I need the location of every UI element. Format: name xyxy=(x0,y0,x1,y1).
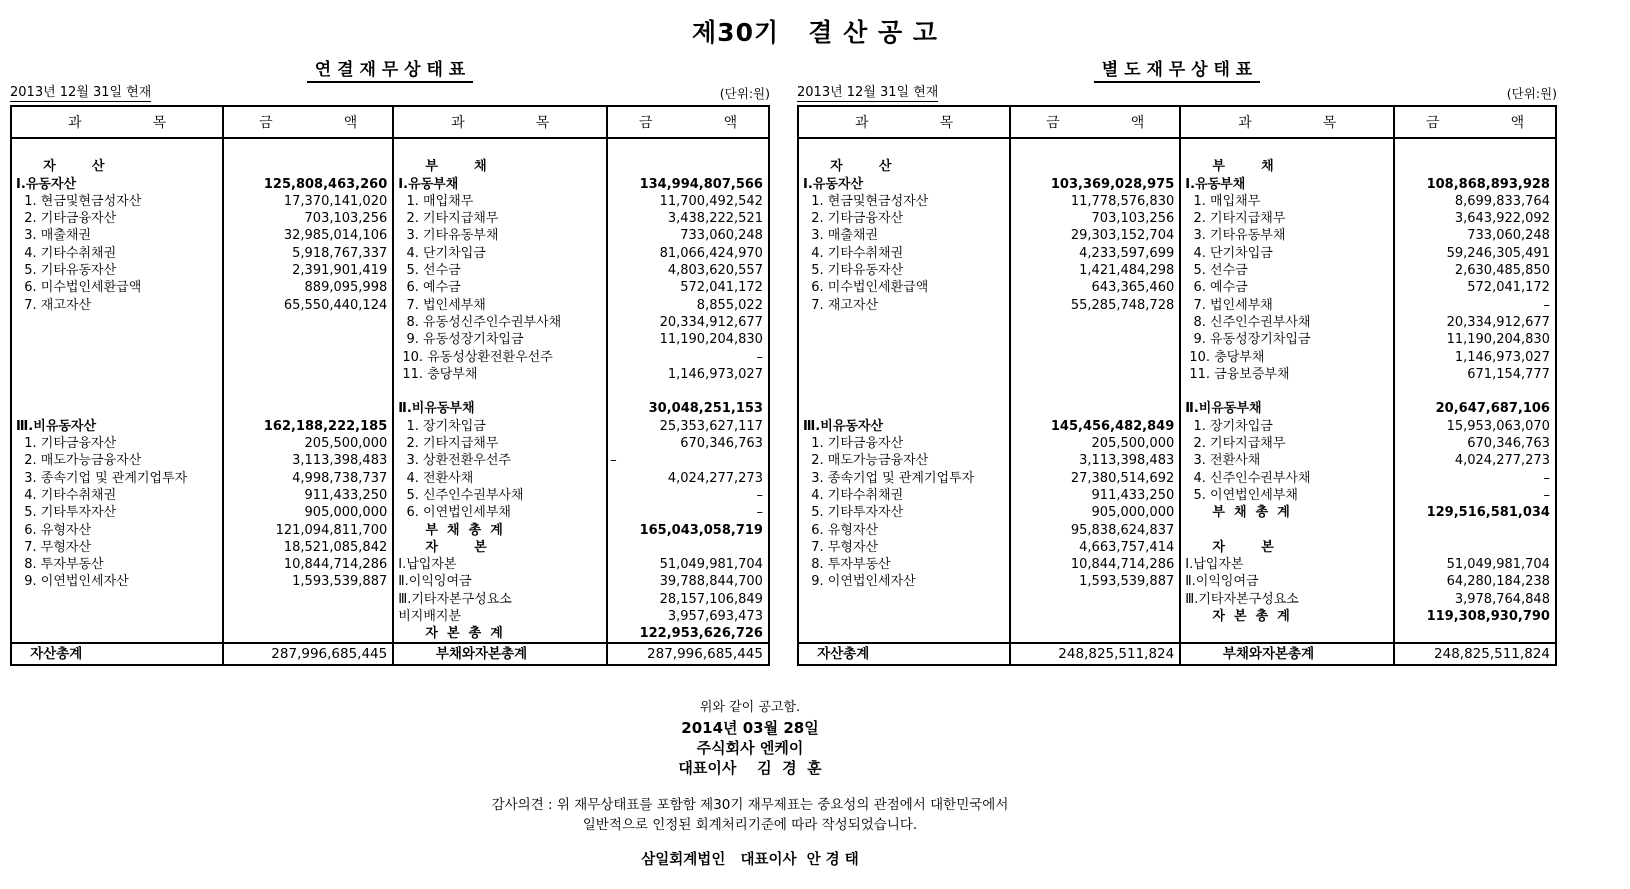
account-label xyxy=(12,349,222,366)
account-label xyxy=(12,141,222,158)
account-label: 9. 이연법인세자산 xyxy=(16,574,129,590)
amount-cell: 2,391,901,419 xyxy=(292,263,388,279)
account-label: 5. 이연법인세부채 xyxy=(1185,487,1298,503)
amount-cell: 8,855,022 xyxy=(696,297,763,313)
total-liabilities-equity-label: 부채와자본총계 xyxy=(1179,644,1393,664)
amount-cell: 65,550,440,124 xyxy=(283,297,388,313)
account-label: 부 채 xyxy=(1185,159,1274,175)
amount-cell: 51,049,981,704 xyxy=(1446,557,1550,573)
account-label: 부 채 총 계 xyxy=(1185,505,1290,521)
account-label: 3. 상환전환우선주 xyxy=(398,453,511,469)
account-label: 1. 매입채무 xyxy=(398,193,474,209)
account-label: Ⅱ.이익잉여금 xyxy=(1185,574,1259,590)
account-label: 2. 매도가능금융자산 xyxy=(16,453,142,469)
amount-cell: 122,953,626,726 xyxy=(639,626,763,642)
account-label: Ⅲ.기타자본구성요소 xyxy=(1185,591,1299,607)
account-label: 3. 매출채권 xyxy=(803,228,879,244)
unit-label: (단위:원) xyxy=(719,86,770,101)
account-label: 4. 단기차입금 xyxy=(1185,245,1273,261)
account-label xyxy=(12,625,222,642)
amount-cell xyxy=(1395,522,1555,539)
header-account-2: 과 목 xyxy=(392,107,606,137)
total-assets-label: 자산총계 xyxy=(803,646,870,662)
account-label xyxy=(799,591,1009,608)
account-label: 5. 선수금 xyxy=(1185,263,1248,279)
account-label: 11. 충당부채 xyxy=(398,366,478,382)
total-liabilities-equity-label: 부채와자본총계 xyxy=(392,644,606,664)
amount-cell xyxy=(224,141,392,158)
account-label: 2. 기타금융자산 xyxy=(803,211,904,227)
amount-cell: 4,024,277,273 xyxy=(1454,453,1550,469)
unit-label: (단위:원) xyxy=(1506,86,1557,101)
account-label: Ⅲ.비유동자산 xyxy=(803,418,884,434)
account-label xyxy=(799,141,1009,158)
account-label: 2. 기타지급채무 xyxy=(398,211,499,227)
account-label: 3. 기타유동부채 xyxy=(398,228,499,244)
account-label: 7. 무형자산 xyxy=(803,539,879,555)
amount-cell: 670,346,763 xyxy=(1467,436,1550,452)
account-label xyxy=(12,400,222,417)
account-label: 7. 법인세부채 xyxy=(398,297,486,313)
account-label: Ⅰ.유동부채 xyxy=(1185,176,1246,192)
header-amount-1: 금 액 xyxy=(222,107,392,137)
amount-cell xyxy=(1395,158,1555,175)
amount-cell: 55,285,748,728 xyxy=(1070,297,1175,313)
account-label xyxy=(799,400,1009,417)
consolidated-balance-sheet-block xyxy=(10,55,770,666)
account-label: 자 산 xyxy=(803,159,892,175)
amount-cell xyxy=(224,349,392,366)
table-header-row xyxy=(799,107,1555,139)
liabilities-label-column xyxy=(1179,139,1393,642)
account-label: 4. 전환사채 xyxy=(398,470,474,486)
amount-cell: 121,094,811,700 xyxy=(275,522,388,538)
amount-cell xyxy=(224,314,392,331)
amount-cell: 30,048,251,153 xyxy=(648,401,763,417)
assets-label-column xyxy=(12,139,222,642)
total-liabilities-equity-value: 248,825,511,824 xyxy=(1393,644,1555,664)
amount-cell: 165,043,058,719 xyxy=(639,522,763,538)
account-label xyxy=(12,591,222,608)
amount-cell: 733,060,248 xyxy=(1467,228,1550,244)
account-label: 8. 신주인수권부사채 xyxy=(1185,314,1311,330)
amount-cell: 108,868,893,928 xyxy=(1426,176,1550,192)
header-account-1: 과 목 xyxy=(854,115,954,131)
amount-cell xyxy=(224,331,392,348)
account-label: Ⅰ.납입자본 xyxy=(1185,557,1244,573)
amount-cell: 129,516,581,034 xyxy=(1426,505,1550,521)
amount-cell: 2,630,485,850 xyxy=(1454,263,1550,279)
page-title: 제30기 결 산 공 고 xyxy=(692,18,938,47)
amount-cell: 1,421,484,298 xyxy=(1079,263,1175,279)
amount-cell: 125,808,463,260 xyxy=(263,176,388,192)
amount-cell: 572,041,172 xyxy=(1467,280,1550,296)
amount-cell: 911,433,250 xyxy=(1091,487,1175,503)
header-account-2: 과 목 xyxy=(1179,107,1393,137)
account-label: 6. 미수법인세환급액 xyxy=(803,280,929,296)
account-label: 1. 매입채무 xyxy=(1185,193,1261,209)
account-label: 4. 기타수취채권 xyxy=(16,487,117,503)
account-label: 4. 단기차입금 xyxy=(398,245,486,261)
account-label: 자 본 총 계 xyxy=(1185,609,1290,625)
account-label xyxy=(394,383,606,400)
account-label: 5. 기타투자자산 xyxy=(16,505,117,521)
amount-cell: 103,369,028,975 xyxy=(1050,176,1175,192)
account-label: 부 채 xyxy=(398,159,487,175)
account-label: 9. 유동성장기차입금 xyxy=(1185,332,1311,348)
amount-cell xyxy=(1011,349,1179,366)
amount-cell: 25,353,627,117 xyxy=(659,418,763,434)
amount-cell: 32,985,014,106 xyxy=(283,228,388,244)
separate-table xyxy=(797,105,1557,666)
amount-cell xyxy=(1011,141,1179,158)
table-body xyxy=(799,139,1555,642)
amount-cell: 3,438,222,521 xyxy=(667,211,763,227)
account-label: 4. 기타수취채권 xyxy=(803,245,904,261)
account-label: 6. 유형자산 xyxy=(16,522,92,538)
account-label: 3. 종속기업 및 관계기업투자 xyxy=(16,470,188,486)
account-label xyxy=(394,141,606,158)
account-label: 4. 기타수취채권 xyxy=(16,245,117,261)
amount-cell: 11,190,204,830 xyxy=(659,332,763,348)
account-label: 7. 재고자산 xyxy=(803,297,879,313)
account-label: 3. 매출채권 xyxy=(16,228,92,244)
account-label: 자 본 xyxy=(1185,539,1274,555)
account-label xyxy=(12,608,222,625)
account-label: 1. 현금및현금성자산 xyxy=(803,193,929,209)
table-total-row xyxy=(12,642,768,664)
amount-cell: – xyxy=(1543,487,1550,503)
table-body xyxy=(12,139,768,642)
amount-cell: 15,953,063,070 xyxy=(1446,418,1550,434)
amount-cell: 4,803,620,557 xyxy=(667,263,763,279)
account-label: 10. 충당부채 xyxy=(1185,349,1265,365)
account-label xyxy=(12,366,222,383)
amount-cell: 64,280,184,238 xyxy=(1446,574,1550,590)
amount-cell xyxy=(1395,539,1555,556)
account-label: 3. 기타유동부채 xyxy=(1185,228,1286,244)
amount-cell xyxy=(224,400,392,417)
account-label: 5. 기타유동자산 xyxy=(803,263,904,279)
company-name: 주식회사 엔케이 xyxy=(696,739,804,757)
assets-label-column xyxy=(799,139,1009,642)
amount-cell: 703,103,256 xyxy=(1091,211,1175,227)
account-label xyxy=(1181,522,1393,539)
account-label: 2. 기타금융자산 xyxy=(16,211,117,227)
amount-cell: 4,998,738,737 xyxy=(292,470,388,486)
amount-cell: 134,994,807,566 xyxy=(639,176,763,192)
amount-cell xyxy=(1011,625,1179,642)
account-label: 자 본 총 계 xyxy=(398,626,503,642)
amount-cell: 39,788,844,700 xyxy=(659,574,763,590)
account-label: 1. 장기차입금 xyxy=(1185,418,1273,434)
amount-cell xyxy=(608,383,768,400)
account-label: 6. 예수금 xyxy=(398,280,461,296)
amount-cell: 10,844,714,286 xyxy=(1070,557,1175,573)
auditor-name: 삼일회계법인 대표이사 안 경 태 xyxy=(641,852,859,868)
account-label xyxy=(799,314,1009,331)
amount-cell: – xyxy=(756,505,763,521)
amount-cell: 4,233,597,699 xyxy=(1079,245,1175,261)
account-label: 1. 장기차입금 xyxy=(398,418,486,434)
amount-cell: 8,699,833,764 xyxy=(1454,193,1550,209)
amount-cell xyxy=(224,158,392,175)
as-of-date: 2013년 12월 31일 현재 xyxy=(10,81,151,102)
amount-cell: 4,024,277,273 xyxy=(667,470,763,486)
account-label: 6. 이연법인세부채 xyxy=(398,505,511,521)
amount-cell: – xyxy=(1543,297,1550,313)
table-total-row xyxy=(799,642,1555,664)
amount-cell: 81,066,424,970 xyxy=(659,245,763,261)
header-account-1: 과 목 xyxy=(67,115,167,131)
total-assets-label: 자산총계 xyxy=(16,646,83,662)
audit-opinion-line-2: 일반적으로 인정된 회계처리기준에 따라 작성되었습니다. xyxy=(582,817,918,833)
amount-cell: 1,593,539,887 xyxy=(292,574,388,590)
amount-cell: – xyxy=(610,453,617,469)
amount-cell: 3,957,693,473 xyxy=(667,609,763,625)
account-label: 1. 기타금융자산 xyxy=(803,436,904,452)
account-label: 9. 유동성장기차입금 xyxy=(398,332,524,348)
amount-cell: 28,157,106,849 xyxy=(659,591,763,607)
amount-cell: 20,334,912,677 xyxy=(659,314,763,330)
amount-cell xyxy=(1011,366,1179,383)
amount-cell: 905,000,000 xyxy=(304,505,388,521)
amount-cell: 27,380,514,692 xyxy=(1070,470,1175,486)
audit-opinion-line-1: 감사의견 : 위 재무상태표를 포함함 제30기 재무제표는 중요성의 관점에서 대한민국에서 xyxy=(491,797,1009,813)
separate-title: 별 도 재 무 상 태 표 xyxy=(1094,55,1260,83)
amount-cell: 145,456,482,849 xyxy=(1050,418,1175,434)
amount-cell: 889,095,998 xyxy=(304,280,388,296)
amount-cell: 1,593,539,887 xyxy=(1079,574,1175,590)
account-label: 5. 기타투자자산 xyxy=(803,505,904,521)
amount-cell: 119,308,930,790 xyxy=(1426,609,1550,625)
amount-cell: 905,000,000 xyxy=(1091,505,1175,521)
account-label: 8. 유동성신주인수권부사채 xyxy=(398,314,562,330)
amount-cell: – xyxy=(1543,470,1550,486)
liabilities-label-column xyxy=(392,139,606,642)
amount-cell: 20,647,687,106 xyxy=(1435,401,1550,417)
account-label xyxy=(799,366,1009,383)
table-header-row xyxy=(12,107,768,139)
account-label: 2. 기타지급채무 xyxy=(1185,436,1286,452)
account-label: 4. 기타수취채권 xyxy=(803,487,904,503)
liabilities-amount-column xyxy=(1393,139,1555,642)
account-label xyxy=(1181,141,1393,158)
amount-cell: 3,978,764,848 xyxy=(1454,591,1550,607)
amount-cell: 11,778,576,830 xyxy=(1070,193,1175,209)
amount-cell: 10,844,714,286 xyxy=(283,557,388,573)
amount-cell: 17,370,141,020 xyxy=(283,193,388,209)
account-label xyxy=(12,383,222,400)
account-label: 8. 투자부동산 xyxy=(16,557,104,573)
amount-cell xyxy=(1011,383,1179,400)
audit-opinion-block xyxy=(10,793,1490,833)
amount-cell: – xyxy=(756,487,763,503)
account-label: 6. 예수금 xyxy=(1185,280,1248,296)
separate-balance-sheet-block xyxy=(797,55,1557,666)
consolidated-title: 연 결 재 무 상 태 표 xyxy=(307,55,473,83)
account-label: 2. 기타지급채무 xyxy=(1185,211,1286,227)
assets-amount-column xyxy=(1009,139,1179,642)
balance-sheets-row xyxy=(10,55,1630,666)
account-label: 7. 무형자산 xyxy=(16,539,92,555)
announcement-date: 2014년 03월 28일 xyxy=(681,719,819,737)
total-assets-value: 248,825,511,824 xyxy=(1009,644,1179,664)
amount-cell: 11,700,492,542 xyxy=(659,193,763,209)
account-label: Ⅲ.비유동자산 xyxy=(16,418,97,434)
account-label: 7. 재고자산 xyxy=(16,297,92,313)
amount-cell: 18,521,085,842 xyxy=(283,539,388,555)
amount-cell: 162,188,222,185 xyxy=(263,418,388,434)
account-label: 5. 선수금 xyxy=(398,263,461,279)
account-label: Ⅰ.유동부채 xyxy=(398,176,459,192)
amount-cell xyxy=(1395,383,1555,400)
amount-cell: 59,246,305,491 xyxy=(1446,245,1550,261)
amount-cell xyxy=(608,539,768,556)
total-assets-value: 287,996,685,445 xyxy=(222,644,392,664)
separate-meta xyxy=(797,81,1557,102)
amount-cell: 29,303,152,704 xyxy=(1070,228,1175,244)
amount-cell: 205,500,000 xyxy=(304,436,388,452)
account-label xyxy=(799,625,1009,642)
account-label: 9. 이연법인세자산 xyxy=(803,574,916,590)
account-label: 자 본 xyxy=(398,539,487,555)
account-label xyxy=(799,383,1009,400)
account-label: 자 산 xyxy=(16,159,105,175)
account-label: 2. 기타지급채무 xyxy=(398,436,499,452)
amount-cell xyxy=(1011,158,1179,175)
consolidated-meta xyxy=(10,81,770,102)
header-amount-2: 금 액 xyxy=(1393,107,1555,137)
header-amount-2: 금 액 xyxy=(606,107,768,137)
total-liabilities-equity-value: 287,996,685,445 xyxy=(606,644,768,664)
account-label xyxy=(799,349,1009,366)
account-label: Ⅰ.납입자본 xyxy=(398,557,457,573)
amount-cell: – xyxy=(756,349,763,365)
account-label xyxy=(1181,625,1393,642)
amount-cell xyxy=(224,591,392,608)
account-label: Ⅰ.유동자산 xyxy=(803,176,864,192)
amount-cell xyxy=(608,141,768,158)
account-label: 3. 전환사채 xyxy=(1185,453,1261,469)
amount-cell xyxy=(1011,400,1179,417)
account-label: 5. 신주인수권부사채 xyxy=(398,487,524,503)
as-of-date: 2013년 12월 31일 현재 xyxy=(797,81,938,102)
amount-cell: 20,334,912,677 xyxy=(1446,314,1550,330)
amount-cell: 51,049,981,704 xyxy=(659,557,763,573)
account-label: Ⅰ.유동자산 xyxy=(16,176,77,192)
amount-cell: 205,500,000 xyxy=(1091,436,1175,452)
amount-cell: 11,190,204,830 xyxy=(1446,332,1550,348)
account-label: Ⅱ.비유동부채 xyxy=(398,401,475,417)
account-label: 비지배지분 xyxy=(398,609,462,625)
amount-cell: 3,643,922,092 xyxy=(1454,211,1550,227)
assets-amount-column xyxy=(222,139,392,642)
amount-cell: 671,154,777 xyxy=(1467,366,1550,382)
account-label: Ⅱ.이익잉여금 xyxy=(398,574,472,590)
consolidated-table xyxy=(10,105,770,666)
account-label: Ⅱ.비유동부채 xyxy=(1185,401,1262,417)
amount-cell xyxy=(224,383,392,400)
amount-cell xyxy=(1011,314,1179,331)
amount-cell: 911,433,250 xyxy=(304,487,388,503)
amount-cell xyxy=(1011,608,1179,625)
account-label xyxy=(799,608,1009,625)
account-label: 2. 매도가능금융자산 xyxy=(803,453,929,469)
consolidated-title-wrap xyxy=(10,55,770,81)
amount-cell xyxy=(1011,591,1179,608)
amount-cell xyxy=(224,366,392,383)
liabilities-amount-column xyxy=(606,139,768,642)
amount-cell: 643,365,460 xyxy=(1091,280,1175,296)
amount-cell: 1,146,973,027 xyxy=(1454,349,1550,365)
amount-cell: 95,838,624,837 xyxy=(1070,522,1175,538)
amount-cell xyxy=(1011,331,1179,348)
amount-cell: 670,346,763 xyxy=(680,436,763,452)
amount-cell: 733,060,248 xyxy=(680,228,763,244)
account-label: Ⅲ.기타자본구성요소 xyxy=(398,591,512,607)
account-label: 1. 기타금융자산 xyxy=(16,436,117,452)
account-label: 6. 유형자산 xyxy=(803,522,879,538)
amount-cell: 5,918,767,337 xyxy=(292,245,388,261)
amount-cell xyxy=(608,158,768,175)
amount-cell xyxy=(1395,141,1555,158)
account-label: 10. 유동성상환전환우선주 xyxy=(398,349,553,365)
account-label xyxy=(12,331,222,348)
account-label xyxy=(799,331,1009,348)
amount-cell xyxy=(1395,625,1555,642)
notice-line: 위와 같이 공고함. xyxy=(699,700,801,715)
amount-cell xyxy=(224,608,392,625)
account-label: 부 채 총 계 xyxy=(398,522,503,538)
account-label: 8. 투자부동산 xyxy=(803,557,891,573)
account-label: 7. 법인세부채 xyxy=(1185,297,1273,313)
account-label: 4. 신주인수권부사채 xyxy=(1185,470,1311,486)
account-label: 6. 미수법인세환급액 xyxy=(16,280,142,296)
amount-cell: 1,146,973,027 xyxy=(667,366,763,382)
ceo-name: 대표이사 김 경 훈 xyxy=(678,759,822,777)
account-label: 5. 기타유동자산 xyxy=(16,263,117,279)
amount-cell: 703,103,256 xyxy=(304,211,388,227)
amount-cell: 572,041,172 xyxy=(680,280,763,296)
account-label: 3. 종속기업 및 관계기업투자 xyxy=(803,470,975,486)
account-label xyxy=(12,314,222,331)
amount-cell xyxy=(224,625,392,642)
account-label: 1. 현금및현금성자산 xyxy=(16,193,142,209)
account-label xyxy=(1181,383,1393,400)
amount-cell: 4,663,757,414 xyxy=(1079,539,1175,555)
account-label: 11. 금융보증부채 xyxy=(1185,366,1290,382)
amount-cell: 3,113,398,483 xyxy=(292,453,388,469)
announcement-footer xyxy=(10,696,1490,869)
amount-cell: 3,113,398,483 xyxy=(1079,453,1175,469)
separate-title-wrap xyxy=(797,55,1557,81)
header-amount-1: 금 액 xyxy=(1009,107,1179,137)
